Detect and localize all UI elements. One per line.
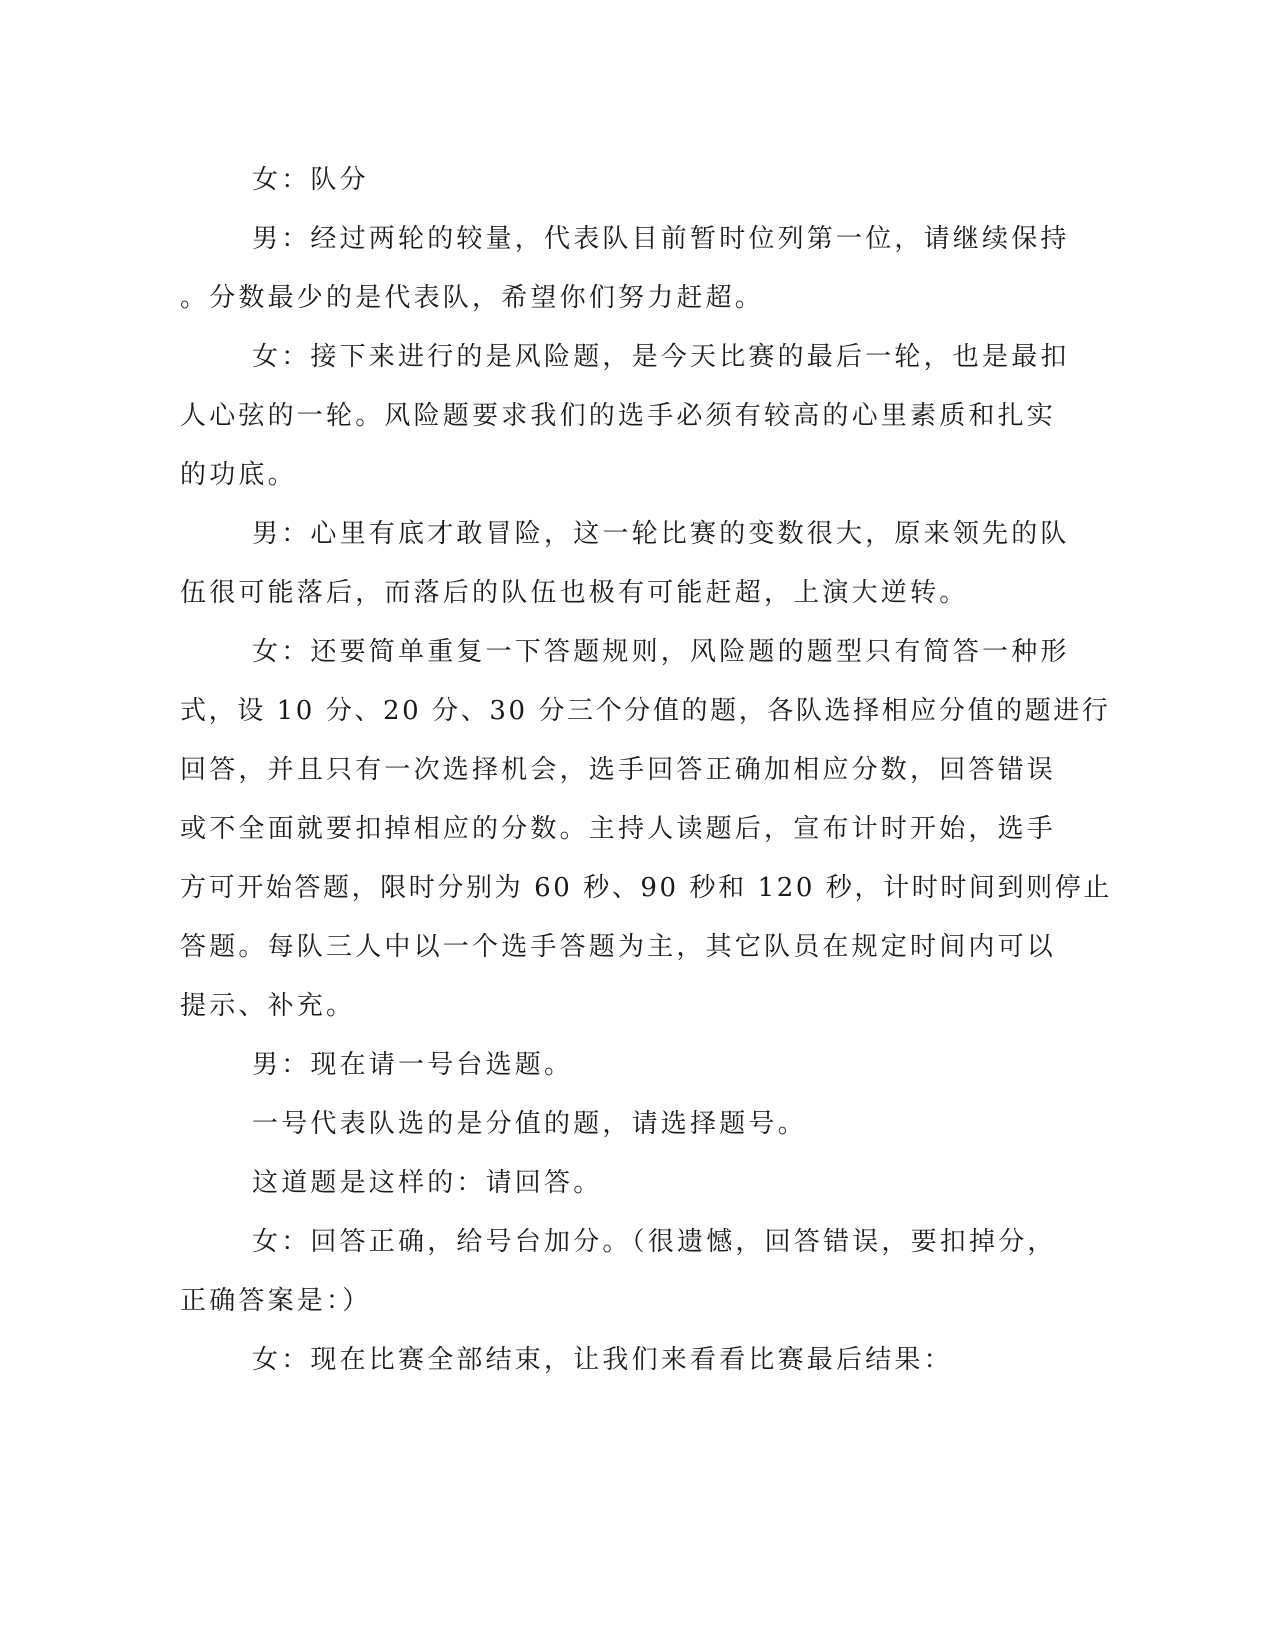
text-line: 这道题是这样的：请回答。 [252, 1168, 603, 1198]
text-line: 提示、补充。 [180, 991, 356, 1021]
text-line: 男：现在请一号台选题。 [252, 1050, 574, 1080]
text-line: 方可开始答题，限时分别为 60 秒、90 秒和 120 秒，计时时间到则停止 [180, 873, 1112, 903]
text-line: 女：队分 [252, 165, 369, 195]
text-line: 正确答案是：） [180, 1286, 372, 1316]
text-line: 人心弦的一轮。风险题要求我们的选手必须有较高的心里素质和扎实 [180, 401, 1057, 431]
text-line: 女：接下来进行的是风险题，是今天比赛的最后一轮，也是最扣 [252, 342, 1070, 372]
text-line: 女：现在比赛全部结束，让我们来看看比赛最后结果： [252, 1345, 953, 1375]
text-line: 女：回答正确，给号台加分。（很遗憾，回答错误，要扣掉分， [252, 1227, 1057, 1257]
text-line: 。分数最少的是代表队，希望你们努力赶超。 [180, 283, 765, 313]
text-line: 式，设 10 分、20 分、30 分三个分值的题，各队选择相应分值的题进行 [180, 696, 1111, 726]
text-line: 的功底。 [180, 460, 297, 490]
text-line: 女：还要简单重复一下答题规则，风险题的题型只有简答一种形 [252, 637, 1070, 667]
text-line: 男：心里有底才敢冒险，这一轮比赛的变数很大，原来领先的队 [252, 519, 1070, 549]
text-line: 或不全面就要扣掉相应的分数。主持人读题后，宣布计时开始，选手 [180, 814, 1057, 844]
text-line: 男：经过两轮的较量，代表队目前暂时位列第一位，请继续保持 [252, 224, 1070, 254]
text-line: 一号代表队选的是分值的题，请选择题号。 [252, 1109, 807, 1139]
text-line: 回答，并且只有一次选择机会，选手回答正确加相应分数，回答错误 [180, 755, 1057, 785]
text-line: 伍很可能落后，而落后的队伍也极有可能赶超，上演大逆转。 [180, 578, 969, 608]
text-line: 答题。每队三人中以一个选手答题为主，其它队员在规定时间内可以 [180, 932, 1057, 962]
